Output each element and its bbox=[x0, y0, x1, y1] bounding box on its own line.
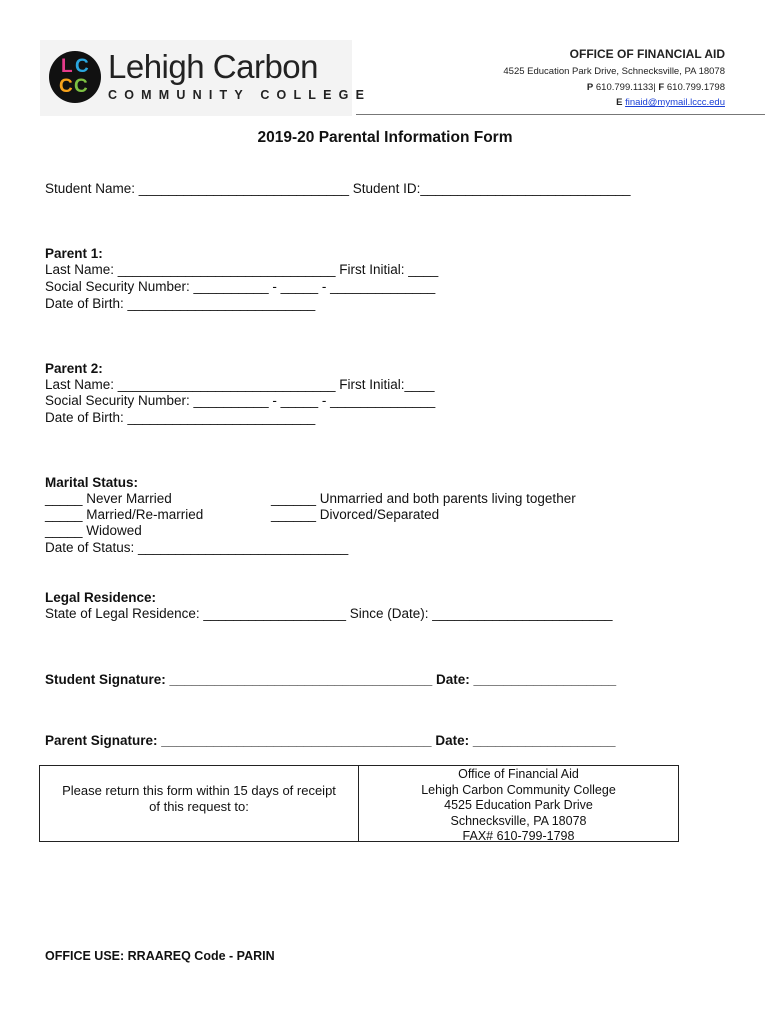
instruction-line: Please return this form within 15 days of receipt bbox=[62, 783, 336, 798]
parent1-dob-line[interactable]: Date of Birth: _________________________ bbox=[45, 296, 316, 311]
marital-never-married[interactable]: _____ Never Married bbox=[45, 491, 172, 506]
parent2-last-name-line[interactable]: Last Name: _____________________________ First Initial:____ bbox=[45, 377, 435, 392]
marital-unmarried[interactable]: ______ Unmarried and both parents living together bbox=[271, 491, 576, 506]
office-address: 4525 Education Park Drive, Schnecksville, PA 18078 bbox=[503, 66, 725, 77]
address-line: Lehigh Carbon Community College bbox=[421, 782, 616, 797]
email-link[interactable]: finaid@mymail.lccc.edu bbox=[625, 97, 725, 108]
parent2-ssn-line[interactable]: Social Security Number: __________ - _____ - ______________ bbox=[45, 393, 436, 408]
parent1-last-name-line[interactable]: Last Name: _____________________________ First Initial: ____ bbox=[45, 262, 439, 277]
form-title: 2019-20 Parental Information Form bbox=[257, 129, 513, 146]
address-line: FAX# 610-799-1798 bbox=[462, 829, 575, 843]
marital-divorced[interactable]: ______ Divorced/Separated bbox=[271, 507, 440, 522]
logo-mark-icon bbox=[49, 51, 101, 103]
address-line: Office of Financial Aid bbox=[458, 767, 579, 781]
return-instructions bbox=[40, 783, 358, 815]
parent-signature-line[interactable]: Parent Signature: ____________________________________ Date: ___________________ bbox=[45, 733, 616, 748]
fax-number: 610.799.1798 bbox=[666, 82, 725, 93]
logo-name: Lehigh Carbon bbox=[108, 48, 318, 85]
parent1-ssn-line[interactable]: Social Security Number: __________ - _____ - ______________ bbox=[45, 279, 436, 294]
fax-label: F bbox=[658, 82, 665, 93]
logo-letter: C bbox=[75, 56, 89, 77]
marital-widowed[interactable]: _____ Widowed bbox=[45, 523, 142, 538]
instruction-line: of this request to: bbox=[149, 799, 249, 814]
phone-number: 610.799.1133| bbox=[595, 82, 656, 93]
student-signature-line[interactable]: Student Signature: ___________________________________ Date: ___________________ bbox=[45, 672, 617, 687]
logo-letter: C bbox=[59, 76, 73, 97]
email-label: E bbox=[616, 97, 623, 108]
college-logo bbox=[40, 40, 372, 116]
marital-married[interactable]: _____ Married/Re-married bbox=[45, 507, 204, 522]
parent2-heading: Parent 2: bbox=[45, 361, 103, 376]
office-email bbox=[616, 97, 725, 108]
logo-letter: L bbox=[61, 56, 73, 77]
parent2-dob-line[interactable]: Date of Birth: _________________________ bbox=[45, 410, 316, 425]
address-line: 4525 Education Park Drive bbox=[444, 798, 593, 812]
office-phone-fax bbox=[587, 82, 725, 93]
marital-date-line[interactable]: Date of Status: ____________________________ bbox=[45, 540, 349, 555]
address-line: Schnecksville, PA 18078 bbox=[450, 813, 587, 828]
office-heading: OFFICE OF FINANCIAL AID bbox=[569, 47, 725, 61]
residence-heading: Legal Residence: bbox=[45, 590, 157, 605]
office-use-code: OFFICE USE: RRAAREQ Code - PARIN bbox=[45, 949, 275, 963]
return-address bbox=[359, 767, 678, 845]
header-rule bbox=[356, 114, 765, 115]
logo-letter: C bbox=[74, 76, 88, 97]
logo-subtitle: COMMUNITY COLLEGE bbox=[108, 88, 372, 102]
return-instructions-box bbox=[39, 765, 679, 842]
parent1-heading: Parent 1: bbox=[45, 246, 103, 261]
marital-heading: Marital Status: bbox=[45, 475, 139, 490]
phone-label: P bbox=[586, 82, 594, 93]
residence-line[interactable]: State of Legal Residence: ___________________ Since (Date): ________________________ bbox=[45, 606, 613, 621]
student-name-id-line[interactable]: Student Name: ____________________________ Student ID:____________________________ bbox=[45, 181, 631, 196]
